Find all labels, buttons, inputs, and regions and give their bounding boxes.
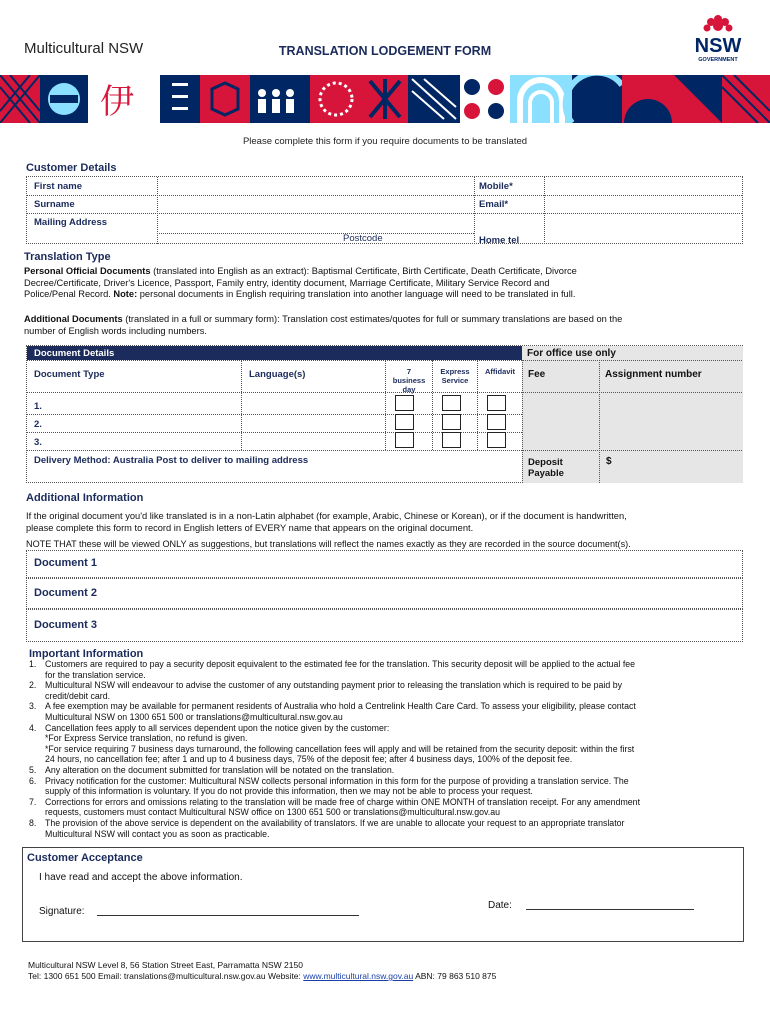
row-1-document-type-field[interactable] (47, 393, 240, 413)
document-1-label: Document 1 (34, 557, 97, 569)
row-3-affidavit-checkbox[interactable] (487, 432, 506, 448)
important-item-text: for the translation service. (45, 669, 146, 680)
assignment-number-header: Assignment number (605, 369, 702, 380)
footer-abn: ABN: 79 863 510 875 (413, 971, 497, 981)
important-item-text: Cancellation fees apply to all services dependent upon the notice given by the customer: (45, 722, 390, 733)
fee-header: Fee (528, 369, 546, 380)
important-item-text: credit/debit card. (45, 690, 111, 701)
express-header-line2: Service (441, 376, 469, 385)
svg-text:伊: 伊 (100, 82, 134, 122)
additional-documents-title: Additional Documents (24, 314, 123, 324)
important-item-number: 6. (29, 775, 37, 786)
personal-docs-line3: Police/Penal Record. (24, 289, 114, 299)
important-item-number: 7. (29, 796, 37, 807)
document-2-field[interactable] (26, 578, 743, 609)
personal-docs-note-label: Note: (113, 289, 138, 299)
important-item-text: A fee exemption may be available for permanent residents of Australia who hold a Centrelink Health Care Card. To assess your eligibility, please contact (45, 701, 636, 712)
row-2-label: 2. (34, 419, 42, 430)
document-3-label: Document 3 (34, 619, 97, 631)
important-item-number: 4. (29, 722, 37, 733)
important-information-heading: Important Information (29, 648, 144, 660)
important-item-text: Privacy notification for the customer: Multicultural NSW collects personal information in this form for the purpose of providing a translation service. The (45, 775, 629, 786)
row-2-language-field[interactable] (242, 415, 384, 431)
additional-info-text (26, 511, 756, 534)
important-item-text: *For service requiring 7 business days turnaround, the following cancellation fees will apply and will be retained from the security deposit: within the first (45, 743, 635, 754)
express-service-header (433, 367, 477, 385)
translation-type-heading: Translation Type (24, 251, 111, 263)
postcode-label: Postcode (343, 233, 383, 244)
row-1-express-checkbox[interactable] (442, 395, 461, 411)
seven-day-header-line1: 7 (406, 367, 412, 376)
mailing-address-field[interactable] (158, 214, 473, 232)
affidavit-header: Affidavit (485, 367, 515, 376)
acceptance-statement: I have read and accept the above information. (39, 872, 243, 883)
customer-acceptance-box (22, 847, 744, 942)
language-header: Language(s) (249, 369, 306, 380)
additional-docs-line1: (translated in a full or summary form): Translation cost estimates/quotes for full or summary translations are based on the (122, 314, 623, 324)
important-item-text: Multicultural NSW will contact you as soon as practicable. (45, 828, 270, 839)
important-item-number: 8. (29, 818, 37, 828)
row-3-document-type-field[interactable] (47, 433, 240, 449)
personal-docs-line1: (translated into English as an extract): Baptismal Certificate, Birth Certificate, Death Certificate, Divorce (150, 266, 577, 276)
important-item-number: 5. (29, 765, 37, 775)
important-item-text: Multicultural NSW will endeavour to advise the customer of any outstanding payment prior to releasing the translation which is required to be paid by (45, 680, 622, 691)
document-details-header-label: Document Details (34, 348, 115, 359)
important-item-text: The provision of the above service is dependent on the availability of translators. If we are unable to allocate your request to an appropriate translator (45, 818, 625, 828)
document-type-header: Document Type (34, 369, 105, 380)
important-item-text: Multicultural NSW on 1300 651 500 or translations@multicultural.nsw.gov.au (45, 712, 343, 722)
customer-details-heading: Customer Details (26, 162, 117, 174)
date-label: Date: (488, 900, 512, 911)
important-item-number: 3. (29, 701, 37, 712)
seven-day-header-line2: business (392, 376, 426, 385)
delivery-method-text: Delivery Method: Australia Post to deliver to mailing address (34, 455, 309, 466)
row-2-document-type-field[interactable] (47, 415, 240, 431)
important-item-text: 24 hours, no cancellation fee; after 1 and up to 4 business days, 75% of the deposit fee; after 4 business days, 100% of the deposit fee. (45, 754, 573, 765)
customer-details-table (26, 176, 743, 244)
home-tel-label: Home tel (479, 235, 520, 246)
row-1-language-field[interactable] (242, 393, 384, 413)
additional-documents-text (24, 314, 754, 337)
row-3-express-checkbox[interactable] (442, 432, 461, 448)
signature-label: Signature: (39, 906, 85, 917)
important-item-text: Corrections for errors and omissions relating to the translation will be made free of charge within ONE MONTH of translation receipt. For any amendment (45, 796, 641, 807)
email-field[interactable] (545, 196, 741, 212)
home-tel-field[interactable] (545, 214, 741, 243)
row-3-language-field[interactable] (242, 433, 384, 449)
nsw-logo-text: NSW (694, 35, 742, 57)
nsw-logo-subtext: GOVERNMENT (698, 57, 738, 63)
mailing-address-label: Mailing Address (34, 217, 108, 228)
important-item-number: 1. (29, 659, 37, 669)
seven-day-header-line3: day (402, 385, 416, 394)
personal-docs-note: personal documents in English requiring translation into another language will need to be translated in full. (137, 289, 576, 299)
intro-text: Please complete this form if you require documents to be translated (242, 136, 528, 147)
deposit-label-line1: Deposit (528, 457, 563, 468)
deposit-dollar-sign: $ (606, 456, 612, 467)
mobile-label: Mobile* (479, 181, 513, 192)
brand-name: Multicultural NSW (24, 40, 144, 57)
first-name-label: First name (34, 181, 83, 192)
additional-info-line2: please complete this form to record in English letters of EVERY name that appears on the original document. (26, 522, 474, 533)
important-item-number: 2. (29, 680, 37, 691)
row-1-seven-day-checkbox[interactable] (395, 395, 414, 411)
row-2-express-checkbox[interactable] (442, 414, 461, 430)
customer-acceptance-heading: Customer Acceptance (27, 852, 143, 864)
row-3-label: 3. (34, 437, 42, 448)
additional-information-heading: Additional Information (26, 492, 144, 504)
deposit-payable-label (528, 458, 564, 479)
additional-info-line1: If the original document you'd like translated is in a non-Latin alphabet (for example, Arabic, Chinese or Korean), or if the document is handwritten, (26, 511, 627, 521)
deposit-label-line2: Payable (528, 467, 564, 479)
email-label: Email* (479, 199, 509, 210)
document-2-label: Document 2 (34, 587, 97, 599)
row-2-seven-day-checkbox[interactable] (395, 414, 414, 430)
first-name-field[interactable] (158, 178, 473, 194)
date-line[interactable] (526, 909, 694, 910)
additional-info-note: NOTE THAT these will be viewed ONLY as suggestions, but translations will reflect the names exactly as they are recorded in the source document(s). (26, 539, 631, 549)
surname-field[interactable] (158, 196, 473, 212)
mobile-field[interactable] (545, 178, 741, 194)
footer-contact (28, 971, 496, 981)
signature-line[interactable] (97, 915, 359, 916)
express-header-line1: Express (440, 367, 470, 376)
form-title: TRANSLATION LODGEMENT FORM (278, 44, 492, 58)
important-item-text: supply of this information is voluntary. If you do not provide this information, then we may not be able to process your request. (45, 786, 533, 797)
footer-address: Multicultural NSW Level 8, 56 Station Street East, Parramatta NSW 2150 (28, 960, 303, 970)
decorative-banner (0, 75, 770, 123)
website-link[interactable]: www.multicultural.nsw.gov.au (303, 971, 414, 981)
footer-contact-text: Tel: 1300 651 500 Email: translations@multicultural.nsw.gov.au Website: (28, 971, 304, 981)
row-3-seven-day-checkbox[interactable] (395, 432, 414, 448)
row-1-affidavit-checkbox[interactable] (487, 395, 506, 411)
document-details-table (26, 345, 743, 483)
important-item-text: *For Express Service translation, no refund is given. (45, 733, 248, 744)
important-item-text: requests, customers must contact Multicultural NSW office on 1300 651 500 or translations@multicultural.nsw.gov.au (45, 807, 501, 818)
personal-documents-text (24, 266, 754, 301)
seven-day-header (386, 367, 432, 394)
document-3-field[interactable] (26, 609, 743, 642)
additional-docs-line2: number of English words including numbers. (24, 325, 207, 336)
important-item-text: Customers are required to pay a security deposit equivalent to the estimated fee for the translation. This security deposit will be applied to the actual fee (45, 659, 636, 669)
surname-label: Surname (34, 199, 75, 210)
important-item-text: Any alteration on the document submitted for translation will be notated on the translation. (45, 765, 395, 775)
document-1-field[interactable] (26, 550, 743, 578)
personal-docs-line2: Decree/Certificate, Driver's Licence, Passport, Family entry, identity document, Marriage Certificate, Military Service Record and (24, 277, 550, 288)
nsw-government-logo (688, 10, 748, 68)
row-1-label: 1. (34, 401, 42, 412)
row-2-affidavit-checkbox[interactable] (487, 414, 506, 430)
office-use-header: For office use only (527, 348, 616, 359)
personal-documents-title: Personal Official Documents (24, 266, 151, 276)
